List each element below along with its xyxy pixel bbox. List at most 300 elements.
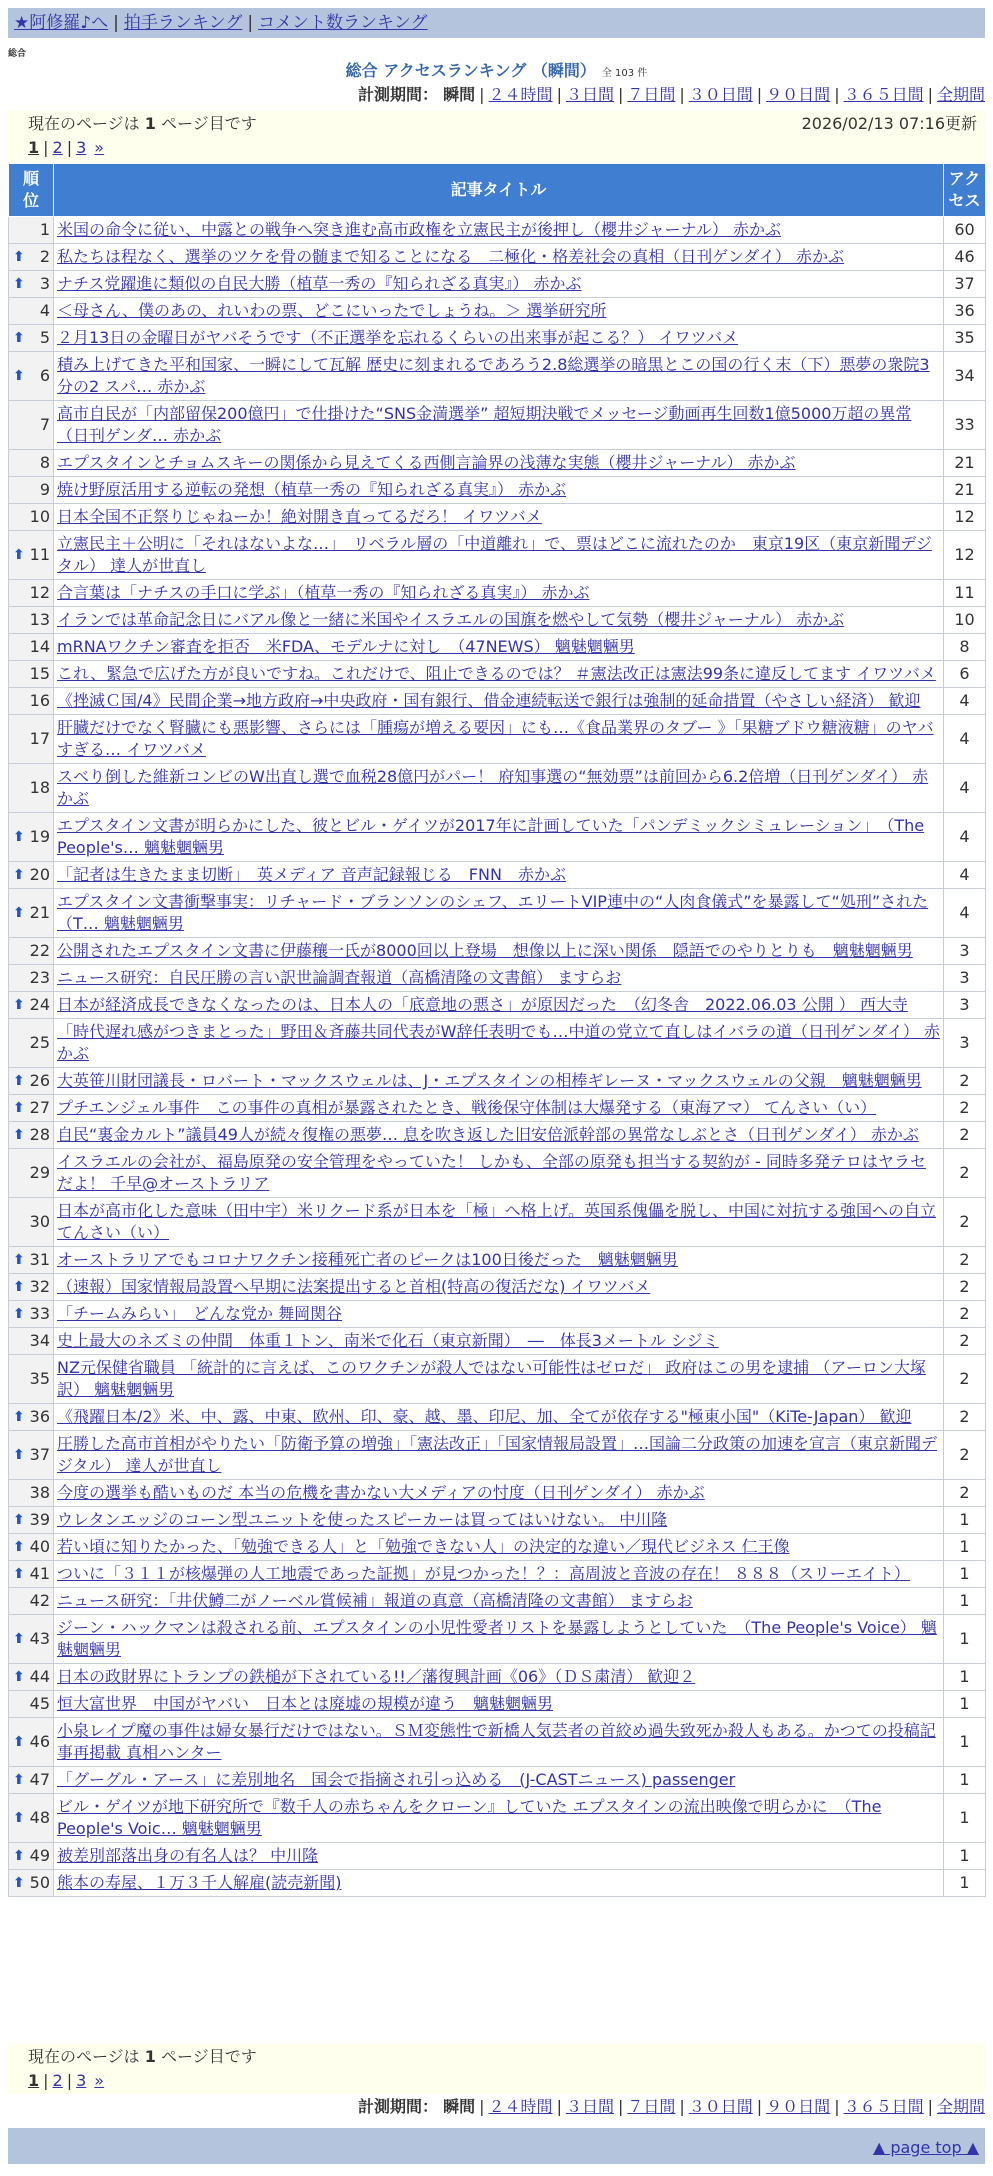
article-link[interactable]: ニュース研究：自民圧勝の言い訳世論調査報道（高橋清隆の文書館） ますらお (57, 968, 622, 987)
article-link[interactable]: 積み上げてきた平和国家、一瞬にして瓦解 歴史に刻まれるであろう2.8総選挙の暗黒とこの国の行く末（下）悪夢の衆院3分の2 スパ… 赤かぶ (57, 355, 930, 396)
access-count: 10 (944, 607, 986, 634)
rank-cell (9, 1767, 54, 1794)
title-cell (54, 1664, 944, 1691)
table-row (9, 477, 986, 504)
rank-cell (9, 813, 54, 862)
ranking-title-text: 総合 アクセスランキング （瞬間） (345, 61, 596, 80)
rank-number: 44 (29, 1667, 50, 1686)
rank-number: 28 (29, 1125, 50, 1144)
article-link[interactable]: 公開されたエプスタイン文書に伊藤穰一氏が8000回以上登場 想像以上に深い関係 隠語でのやりとりも 魑魅魍魎男 (57, 941, 913, 960)
rank-number: 25 (29, 1033, 50, 1052)
article-link[interactable]: 「チームみらい」 どんな党か 舞岡関谷 (57, 1304, 343, 1323)
period-365d[interactable]: ３６５日間 (843, 85, 924, 104)
rank-number: 26 (29, 1071, 50, 1090)
rank-number: 1 (39, 220, 50, 239)
article-link[interactable]: エプスタイン文書衝撃事実：リチャード・ブランソンのシェフ、エリートVIP連中の“人肉食儀式”を暴露して“処刑”された（T… 魑魅魍魎男 (57, 892, 929, 933)
title-cell (54, 1718, 944, 1767)
article-link[interactable]: ジーン・ハックマンは殺される前、エプスタインの小児性愛者リストを暴露しようとしていた （The People's Voice） 魑魅魍魎男 (57, 1618, 937, 1659)
rank-cell (9, 889, 54, 938)
access-count: 12 (944, 531, 986, 580)
article-link[interactable]: スベり倒した維新コンビのW出直し選で血税28億円がパー！ 府知事選の“無効票”は前回から6.2倍増（日刊ゲンダイ） 赤かぶ (57, 767, 929, 808)
access-count: 4 (944, 688, 986, 715)
rank-cell (9, 1301, 54, 1328)
article-link[interactable]: 《挫滅Ｃ国/4》民間企業→地方政府→中央政府・国有銀行、借金連続転送で銀行は強制的延命措置（やさしい経済） 歓迎 (57, 691, 921, 710)
article-link[interactable]: オーストラリアでもコロナワクチン接種死亡者のピークは100日後だった 魑魅魍魎男 (57, 1250, 678, 1269)
article-link[interactable]: 「記者は生きたまま切断」 英メディア 音声記録報じる FNN 赤かぶ (57, 865, 566, 884)
rank-cell (9, 244, 54, 271)
rank-number: 27 (29, 1098, 50, 1117)
pager-current-number: 1 (144, 114, 156, 133)
title-cell (54, 813, 944, 862)
table-row (9, 1149, 986, 1198)
rank-cell (9, 504, 54, 531)
rank-number: 18 (29, 778, 50, 797)
title-cell (54, 607, 944, 634)
rank-cell (9, 1095, 54, 1122)
access-count: 4 (944, 715, 986, 764)
rank-number: 48 (29, 1808, 50, 1827)
period-30d[interactable]: ３０日間 (688, 2097, 753, 2116)
rank-cell (9, 1691, 54, 1718)
article-link[interactable]: 日本が経済成長できなくなったのは、日本人の「底意地の悪さ」が原因だった （幻冬舎 2022.06.03 公開 ） 西大寺 (57, 995, 908, 1014)
article-link[interactable]: 肝臓だけでなく腎臓にも悪影響、さらには「腫瘍が増える要因」にも…《食品業界のタブー 》「果糖ブドウ糖液糖」のヤバすぎる… イワツバメ (57, 718, 934, 759)
access-count: 36 (944, 298, 986, 325)
table-row (9, 1355, 986, 1404)
rank-cell (9, 1794, 54, 1843)
page-link-2[interactable]: 2 (52, 2071, 63, 2090)
title-cell (54, 715, 944, 764)
table-row (9, 325, 986, 352)
rank-number: 36 (29, 1407, 50, 1426)
period-selector-top: 計測期間： 瞬間 | ２４時間 | ３日間 | ７日間 | ３０日間 | ９０日間 | ３６５日間 | 全期間 (358, 85, 985, 104)
article-link[interactable]: mRNAワクチン審査を拒否 米FDA、モデルナに対し （47NEWS） 魑魅魍魎男 (57, 637, 635, 656)
article-link[interactable]: イランでは革命記念日にバアル像と一緒に米国やイスラエルの国旗を燃やして気勢（櫻井ジャーナル） 赤かぶ (57, 610, 845, 629)
ranking-table (8, 163, 986, 1897)
rank-cell (9, 217, 54, 244)
period-7d[interactable]: ７日間 (627, 85, 676, 104)
rank-cell (9, 688, 54, 715)
title-cell (54, 661, 944, 688)
access-count: 2 (944, 1095, 986, 1122)
rank-number: 4 (39, 301, 50, 320)
article-link[interactable]: 大英笹川財団議長・ロバート・マックスウェルは、J・エプスタインの相棒ギレーヌ・マックスウェルの父親 魑魅魍魎男 (57, 1071, 922, 1090)
rank-number: 14 (29, 637, 50, 656)
article-link[interactable]: プチエンジェル事件 この事件の真相が暴露されたとき、戦後保守体制は大爆発する（東海アマ） てんさい（い） (57, 1098, 877, 1117)
up-arrow-icon: ⬆ (13, 1539, 25, 1555)
nav-separator: | (247, 13, 254, 33)
rank-number: 35 (29, 1369, 50, 1388)
rank-number: 47 (29, 1770, 50, 1789)
article-link[interactable]: ウレタンエッジのコーン型ユニットを使ったスピーカーは買ってはいけない。 中川隆 (57, 1510, 668, 1529)
pager-current-number: 1 (144, 2047, 156, 2066)
title-cell (54, 1843, 944, 1870)
article-link[interactable]: 恒大富世界 中国がヤバい 日本とは廃墟の規模が違う 魑魅魍魎男 (57, 1694, 554, 1713)
page-next[interactable]: » (94, 2071, 105, 2090)
title-cell (54, 1691, 944, 1718)
period-3d[interactable]: ３日間 (565, 85, 614, 104)
rank-number: 32 (29, 1277, 50, 1296)
access-count: 2 (944, 1198, 986, 1247)
pager-text: 現在のページは (28, 114, 145, 133)
article-link[interactable]: ニュース研究：「井伏鱒二がノーベル賞候補」報道の真意（高橋清隆の文書館） ますらお (57, 1591, 693, 1610)
footer-bar (8, 2128, 985, 2164)
header-access: アクセス (944, 164, 986, 217)
article-link[interactable]: ２月13日の金曜日がヤバそうです（不正選挙を忘れるくらいの出来事が起こる？） イワツバメ (57, 328, 739, 347)
rank-cell (9, 401, 54, 450)
table-row (9, 1843, 986, 1870)
title-cell (54, 965, 944, 992)
pager-bottom (8, 2044, 985, 2094)
access-count: 1 (944, 1718, 986, 1767)
title-cell (54, 401, 944, 450)
up-arrow-icon: ⬆ (13, 1073, 25, 1089)
rank-number: 20 (29, 865, 50, 884)
table-row (9, 217, 986, 244)
title-cell (54, 1068, 944, 1095)
table-row (9, 1198, 986, 1247)
rank-number: 39 (29, 1510, 50, 1529)
access-count: 37 (944, 271, 986, 298)
pager-top (8, 111, 985, 163)
table-row (9, 764, 986, 813)
up-arrow-icon: ⬆ (13, 1810, 25, 1826)
table-row (9, 634, 986, 661)
rank-number: 17 (29, 729, 50, 748)
pager-text: ページ目です (155, 114, 257, 133)
rank-number: 9 (39, 480, 50, 499)
rank-number: 38 (29, 1483, 50, 1502)
table-row (9, 1718, 986, 1767)
access-count: 2 (944, 1149, 986, 1198)
title-cell (54, 938, 944, 965)
rank-cell (9, 298, 54, 325)
table-row (9, 1507, 986, 1534)
rank-number: 12 (29, 583, 50, 602)
article-link[interactable]: 圧勝した高市首相がやりたい「防衛予算の増強」「憲法改正」「国家情報局設置」…国論二分政策の加速を宣言（東京新聞デジタル） 達人が世直し (57, 1434, 938, 1475)
page-next[interactable]: » (94, 138, 105, 157)
rank-cell (9, 450, 54, 477)
title-cell (54, 1404, 944, 1431)
rank-cell (9, 715, 54, 764)
table-row (9, 1480, 986, 1507)
access-count: 1 (944, 1507, 986, 1534)
comment-ranking-link[interactable]: コメント数ランキング (258, 13, 428, 33)
rank-number: 49 (29, 1846, 50, 1865)
access-count: 60 (944, 217, 986, 244)
period-all[interactable]: 全期間 (936, 85, 985, 104)
article-link[interactable]: 日本の政財界にトランプの鉄槌が下されている!!／藩復興計画《06》（ＤＳ粛清） 歓迎２ (57, 1667, 696, 1686)
rank-number: 43 (29, 1629, 50, 1648)
access-count: 1 (944, 1615, 986, 1664)
up-arrow-icon: ⬆ (13, 1409, 25, 1425)
rank-cell (9, 661, 54, 688)
table-row (9, 1664, 986, 1691)
table-row (9, 1588, 986, 1615)
article-link[interactable]: 米国の命令に従い、中露との戦争へ突き進む高市政権を立憲民主が後押し（櫻井ジャーナル） 赤かぶ (57, 220, 781, 239)
title-cell (54, 531, 944, 580)
title-cell (54, 1480, 944, 1507)
access-count: 3 (944, 965, 986, 992)
rank-cell (9, 1664, 54, 1691)
article-link[interactable]: 自民“裏金カルト”議員49人が続々復権の悪夢… 息を吹き返した旧安倍派幹部の異常なしぶとさ（日刊ゲンダイ） 赤かぶ (57, 1125, 919, 1144)
table-row (9, 938, 986, 965)
access-count: 4 (944, 764, 986, 813)
title-cell (54, 1122, 944, 1149)
article-link[interactable]: 熊本の寿屋、１万３千人解雇(読売新聞) (57, 1873, 342, 1892)
top-nav (8, 8, 985, 38)
article-link[interactable]: 《飛躍日本/2》米、中、露、中東、欧州、印、豪、越、墨、印尼、加、全てが依存する"極東小国"（KiTe-Japan） 歓迎 (57, 1407, 912, 1426)
title-cell (54, 1198, 944, 1247)
article-link[interactable]: ビル・ゲイツが地下研究所で『数千人の赤ちゃんをクローン』していた エプスタインの流出映像で明らかに （The People's Voic… 魑魅魍魎男 (57, 1797, 882, 1838)
access-count: 1 (944, 1767, 986, 1794)
access-count: 4 (944, 862, 986, 889)
rank-number: 13 (29, 610, 50, 629)
rank-number: 24 (29, 995, 50, 1014)
article-link[interactable]: 合言葉は「ナチスの手口に学ぶ」（植草一秀の『知られざる真実』） 赤かぶ (57, 583, 590, 602)
article-link[interactable]: （速報）国家情報局設置へ早期に法案提出すると首相(特高の復活だな) イワツバメ (57, 1277, 651, 1296)
table-row (9, 1122, 986, 1149)
access-count: 21 (944, 450, 986, 477)
rank-number: 5 (39, 328, 50, 347)
access-count: 2 (944, 1122, 986, 1149)
up-arrow-icon: ⬆ (13, 1631, 25, 1647)
table-row (9, 813, 986, 862)
article-link[interactable]: 小泉レイプ魔の事件は婦女暴行だけではない。ＳＭ変態性で新橋人気芸者の首絞め過失致死か殺人もある。かつての投稿記事再掲載 真相ハンター (57, 1721, 936, 1762)
article-link[interactable]: 若い頃に知りたかった、「勉強できる人」と「勉強できない人」の決定的な違い／現代ビジネス 仁王像 (57, 1537, 790, 1556)
article-link[interactable]: 日本全国不正祭りじゃねーか！絶対開き直ってるだろ！ イワツバメ (57, 507, 542, 526)
access-count: 11 (944, 580, 986, 607)
page-top-link[interactable]: ▲ page top ▲ (872, 2138, 979, 2157)
table-row (9, 607, 986, 634)
rank-number: 11 (29, 545, 50, 564)
table-row (9, 1431, 986, 1480)
access-count: 21 (944, 477, 986, 504)
article-link[interactable]: 今度の選挙も酷いものだ 本当の危機を書かない大メディアの忖度（日刊ゲンダイ） 赤かぶ (57, 1483, 705, 1502)
rank-cell (9, 1328, 54, 1355)
access-count: 3 (944, 938, 986, 965)
rank-cell (9, 1480, 54, 1507)
table-row (9, 688, 986, 715)
page-link-2[interactable]: 2 (52, 138, 63, 157)
period-selector-bottom: 計測期間： 瞬間 | ２４時間 | ３日間 | ７日間 | ３０日間 | ９０日間 | ３６５日間 | 全期間 (358, 2097, 985, 2116)
access-count: 2 (944, 1431, 986, 1480)
up-arrow-icon: ⬆ (13, 829, 25, 845)
table-row (9, 661, 986, 688)
pager-text: 現在のページは (28, 2047, 145, 2066)
rank-number: 34 (29, 1331, 50, 1350)
table-row (9, 401, 986, 450)
rank-number: 22 (29, 941, 50, 960)
table-row (9, 1247, 986, 1274)
rank-cell (9, 1247, 54, 1274)
table-header-row (9, 164, 986, 217)
rank-cell (9, 1870, 54, 1897)
article-link[interactable]: イスラエルの会社が、福島原発の安全管理をやっていた！ しかも、全部の原発も担当する契約が - 同時多発テロはヤラセだよ！ 千早@オーストラリア (57, 1152, 926, 1193)
title-cell (54, 217, 944, 244)
table-row (9, 1274, 986, 1301)
article-link[interactable]: 被差別部落出身の有名人は？ 中川隆 (57, 1846, 319, 1865)
period-365d[interactable]: ３６５日間 (843, 2097, 924, 2116)
access-count: 34 (944, 352, 986, 401)
rank-number: 30 (29, 1212, 50, 1231)
up-arrow-icon: ⬆ (13, 867, 25, 883)
title-cell (54, 688, 944, 715)
rank-cell (9, 1274, 54, 1301)
period-24h[interactable]: ２４時間 (488, 2097, 553, 2116)
article-link[interactable]: 「グーグル・アース」に差別地名 国会で指摘され引っ込める (J-CASTニュース) passenger (57, 1770, 736, 1789)
article-link[interactable]: 高市自民が「内部留保200億円」で仕掛けた“SNS金満選挙” 超短期決戦でメッセージ動画再生回数1億5000万超の異常（日刊ゲンダ… 赤かぶ (57, 404, 912, 445)
rank-cell (9, 607, 54, 634)
title-cell (54, 271, 944, 298)
title-cell (54, 1870, 944, 1897)
table-row (9, 1328, 986, 1355)
article-link[interactable]: これ、緊急で広げた方が良いですね。これだけで、阻止できるのでは？ ＃憲法改正は憲法99条に違反してます イワツバメ (57, 664, 936, 683)
access-count: 35 (944, 325, 986, 352)
title-cell (54, 1355, 944, 1404)
article-link[interactable]: エプスタイン文書が明らかにした、彼とビル・ゲイツが2017年に計画していた「パンデミックシミュレーション」 （The People's… 魑魅魍魎男 (57, 816, 925, 857)
up-arrow-icon: ⬆ (13, 1252, 25, 1268)
rank-cell (9, 1843, 54, 1870)
title-cell (54, 1431, 944, 1480)
title-cell (54, 325, 944, 352)
period-90d[interactable]: ９０日間 (766, 2097, 831, 2116)
title-cell (54, 352, 944, 401)
page-link-3[interactable]: 3 (76, 138, 87, 157)
up-arrow-icon: ⬆ (13, 1127, 25, 1143)
rank-cell (9, 938, 54, 965)
table-row (9, 1404, 986, 1431)
rank-cell (9, 1355, 54, 1404)
up-arrow-icon: ⬆ (13, 547, 25, 563)
table-row (9, 1767, 986, 1794)
rank-cell (9, 1198, 54, 1247)
table-row (9, 352, 986, 401)
rank-number: 8 (39, 453, 50, 472)
article-link[interactable]: NZ元保健省職員 「統計的に言えば、このワクチンが殺人ではない可能性はゼロだ」 政府はこの男を逮捕 （アーロン大塚訳） 魑魅魍魎男 (57, 1358, 926, 1399)
header-title: 記事タイトル (54, 164, 944, 217)
up-arrow-icon: ⬆ (13, 1566, 25, 1582)
article-link[interactable]: 日本が高市化した意味（田中宇）米リクード系が日本を「極」へ格上げ。英国系傀儡を脱し、中国に対抗する強国への自立 てんさい（い） (57, 1201, 937, 1242)
title-cell (54, 298, 944, 325)
table-row (9, 992, 986, 1019)
title-cell (54, 1301, 944, 1328)
page-link-3[interactable]: 3 (76, 2071, 87, 2090)
rank-cell (9, 352, 54, 401)
title-cell (54, 992, 944, 1019)
clap-ranking-link[interactable]: 拍手ランキング (123, 13, 243, 33)
table-row (9, 244, 986, 271)
period-30d[interactable]: ３０日間 (688, 85, 753, 104)
title-cell (54, 889, 944, 938)
period-current: 瞬間 (443, 2097, 476, 2116)
up-arrow-icon: ⬆ (13, 368, 25, 384)
rank-number: 50 (29, 1873, 50, 1892)
up-arrow-icon: ⬆ (13, 1875, 25, 1891)
article-link[interactable]: ＜母さん、僕のあの、れいわの票、どこにいったでしょうね。＞ 選挙研究所 (57, 301, 607, 320)
title-cell (54, 862, 944, 889)
period-24h[interactable]: ２４時間 (488, 85, 553, 104)
rank-number: 21 (29, 903, 50, 922)
rank-number: 23 (29, 968, 50, 987)
title-cell (54, 244, 944, 271)
up-arrow-icon: ⬆ (13, 249, 25, 265)
table-row (9, 1691, 986, 1718)
access-count: 2 (944, 1247, 986, 1274)
page-links: 1 | 2 | 3 » (28, 2071, 105, 2090)
rank-number: 31 (29, 1250, 50, 1269)
up-arrow-icon: ⬆ (13, 1100, 25, 1116)
access-count: 12 (944, 504, 986, 531)
rank-cell (9, 1431, 54, 1480)
access-count: 1 (944, 1794, 986, 1843)
up-arrow-icon: ⬆ (13, 1512, 25, 1528)
rank-cell (9, 1534, 54, 1561)
title-cell (54, 1588, 944, 1615)
article-link[interactable]: 立憲民主＋公明に「それはないよな…」 リベラル層の「中道離れ」で、票はどこに流れたのか 東京19区（東京新聞デジタル） 達人が世直し (57, 534, 932, 575)
rank-cell (9, 325, 54, 352)
article-link[interactable]: 私たちは程なく、選挙のツケを骨の髄まで知ることになる 二極化・格差社会の真相（日刊ゲンダイ） 赤かぶ (57, 247, 845, 266)
access-count: 2 (944, 1274, 986, 1301)
period-current: 瞬間 (443, 85, 476, 104)
rank-cell (9, 634, 54, 661)
article-link[interactable]: エプスタインとチョムスキーの関係から見えてくる西側言論界の浅薄な実態（櫻井ジャーナル） 赤かぶ (57, 453, 796, 472)
access-count: 2 (944, 1301, 986, 1328)
rank-number: 3 (39, 274, 50, 293)
title-cell (54, 764, 944, 813)
period-all[interactable]: 全期間 (936, 2097, 985, 2116)
title-cell (54, 1507, 944, 1534)
article-link[interactable]: 史上最大のネズミの仲間 体重１トン、南米で化石（東京新聞） ― 体長3メートル シジミ (57, 1331, 719, 1350)
rank-cell (9, 477, 54, 504)
access-count: 1 (944, 1534, 986, 1561)
rank-number: 41 (29, 1564, 50, 1583)
rank-cell (9, 1019, 54, 1068)
rank-cell (9, 1615, 54, 1664)
nav-separator: | (113, 13, 119, 33)
period-7d[interactable]: ７日間 (627, 2097, 676, 2116)
access-count: 1 (944, 1843, 986, 1870)
home-link[interactable]: ★阿修羅♪へ (14, 13, 109, 33)
table-row (9, 1019, 986, 1068)
rank-cell (9, 1404, 54, 1431)
up-arrow-icon: ⬆ (13, 1279, 25, 1295)
rank-cell (9, 1561, 54, 1588)
title-cell (54, 580, 944, 607)
title-cell (54, 1561, 944, 1588)
access-count: 8 (944, 634, 986, 661)
article-link[interactable]: 焼け野原活用する逆転の発想（植草一秀の『知られざる真実』） 赤かぶ (57, 480, 567, 499)
title-cell (54, 1328, 944, 1355)
title-cell (54, 1615, 944, 1664)
rank-number: 33 (29, 1304, 50, 1323)
rank-number: 45 (29, 1694, 50, 1713)
period-3d[interactable]: ３日間 (565, 2097, 614, 2116)
period-90d[interactable]: ９０日間 (766, 85, 831, 104)
rank-cell (9, 271, 54, 298)
table-row (9, 1561, 986, 1588)
title-cell (54, 634, 944, 661)
article-link[interactable]: 「時代遅れ感がつきまとった」野田＆斉藤共同代表がW辞任表明でも…中道の党立て直しはイバラの道（日刊ゲンダイ） 赤かぶ (57, 1022, 940, 1063)
ranking-title (0, 60, 993, 85)
rank-number: 40 (29, 1537, 50, 1556)
rank-cell (9, 1068, 54, 1095)
article-link[interactable]: ナチス党躍進に類似の自民大勝（植草一秀の『知られざる真実』） 赤かぶ (57, 274, 582, 293)
title-cell (54, 1534, 944, 1561)
access-count: 2 (944, 1480, 986, 1507)
title-cell (54, 1247, 944, 1274)
article-link[interactable]: ついに「３１１が核爆弾の人工地震であった証拠」が見つかった！？：高周波と音波の存在！ ８８８（スリーエイト） (57, 1564, 910, 1583)
access-count: 1 (944, 1664, 986, 1691)
